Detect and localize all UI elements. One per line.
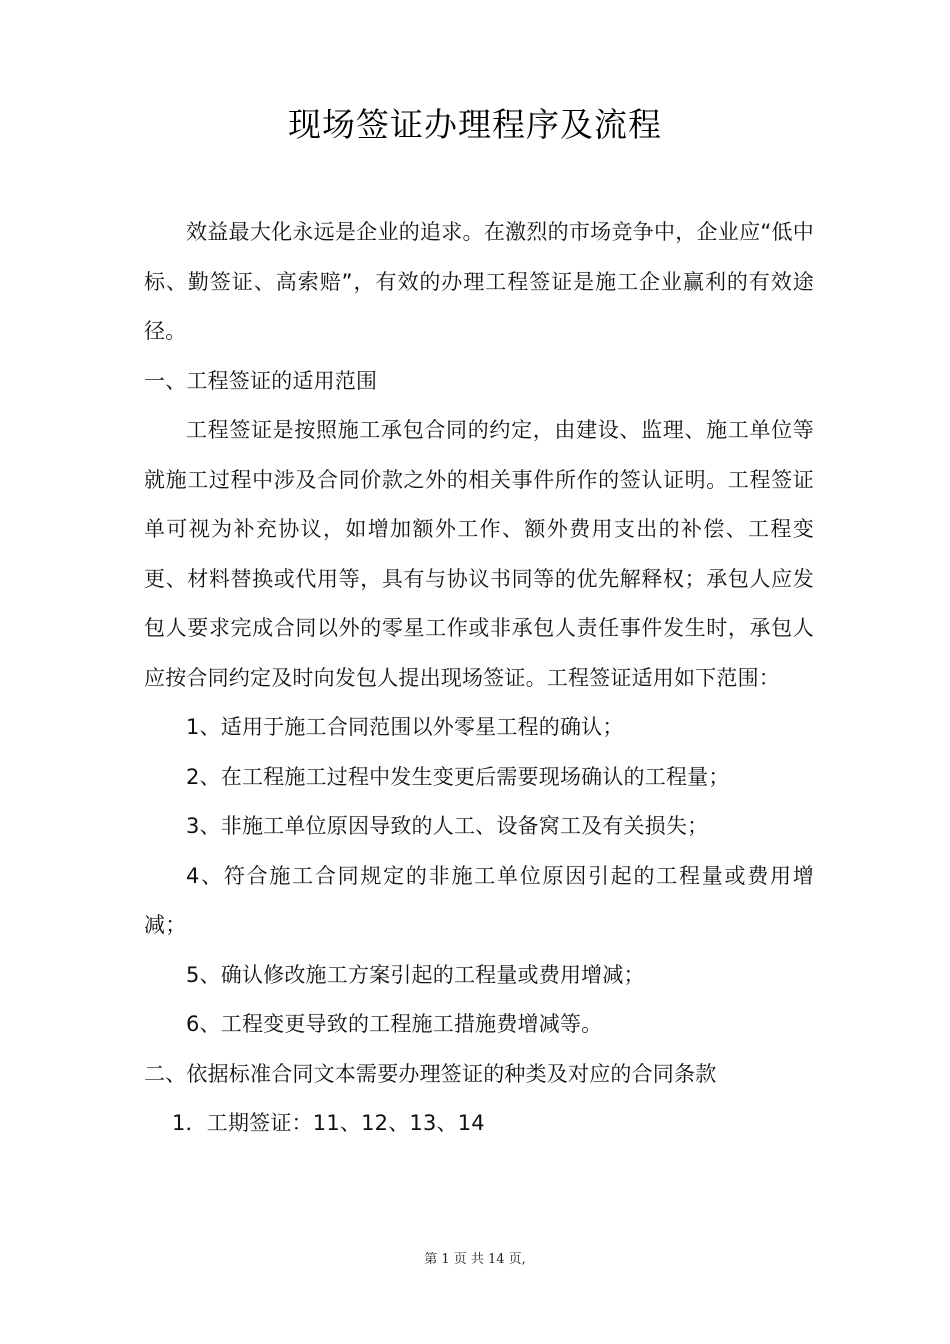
page-footer: 第 1 页 共 14 页, bbox=[424, 1252, 526, 1267]
section-1-paragraph: 工程签证是按照施工承包合同的约定，由建设、监理、施工单位等就施工过程中涉及合同价款之外的相关事件所作的签认证明。工程签证单可视为补充协议，如增加额外工作、额外费用支出的补偿、工程变更、材料替换或代用等，具有与协议书同等的优先解释权；承包人应发包人要求完成合同以外的零星工作或非承包人责任事件发生时，承包人应按合同约定及时向发包人提出现场签证。工程签证适用如下范围： bbox=[144, 418, 814, 690]
intro-paragraph: 效益最大化永远是企业的追求。在激烈的市场竞争中，企业应“低中标、勤签证、高索赔”，有效的办理工程签证是施工企业赢利的有效途径。 bbox=[144, 220, 814, 343]
list-item: 6、工程变更导致的工程施工措施费增减等。 bbox=[186, 1012, 603, 1036]
document-body bbox=[144, 208, 814, 1149]
document-title: 现场签证办理程序及流程 bbox=[288, 105, 662, 144]
list-item: 4、符合施工合同规定的非施工单位原因引起的工程量或费用增减； bbox=[144, 863, 814, 937]
section-2-heading: 二、依据标准合同文本需要办理签证的种类及对应的合同条款 bbox=[144, 1061, 717, 1086]
list-item: 2、在工程施工过程中发生变更后需要现场确认的工程量； bbox=[186, 764, 730, 789]
list-item: 5、确认修改施工方案引起的工程量或费用增减； bbox=[186, 962, 645, 987]
list-item: 1、适用于施工合同范围以外零星工程的确认； bbox=[186, 715, 624, 739]
section-1-heading: 一、工程签证的适用范围 bbox=[144, 368, 378, 393]
section-2-item: 1．工期签证：11、12、13、14 bbox=[172, 1111, 485, 1135]
list-item: 3、非施工单位原因导致的人工、设备窝工及有关损失； bbox=[186, 814, 709, 838]
